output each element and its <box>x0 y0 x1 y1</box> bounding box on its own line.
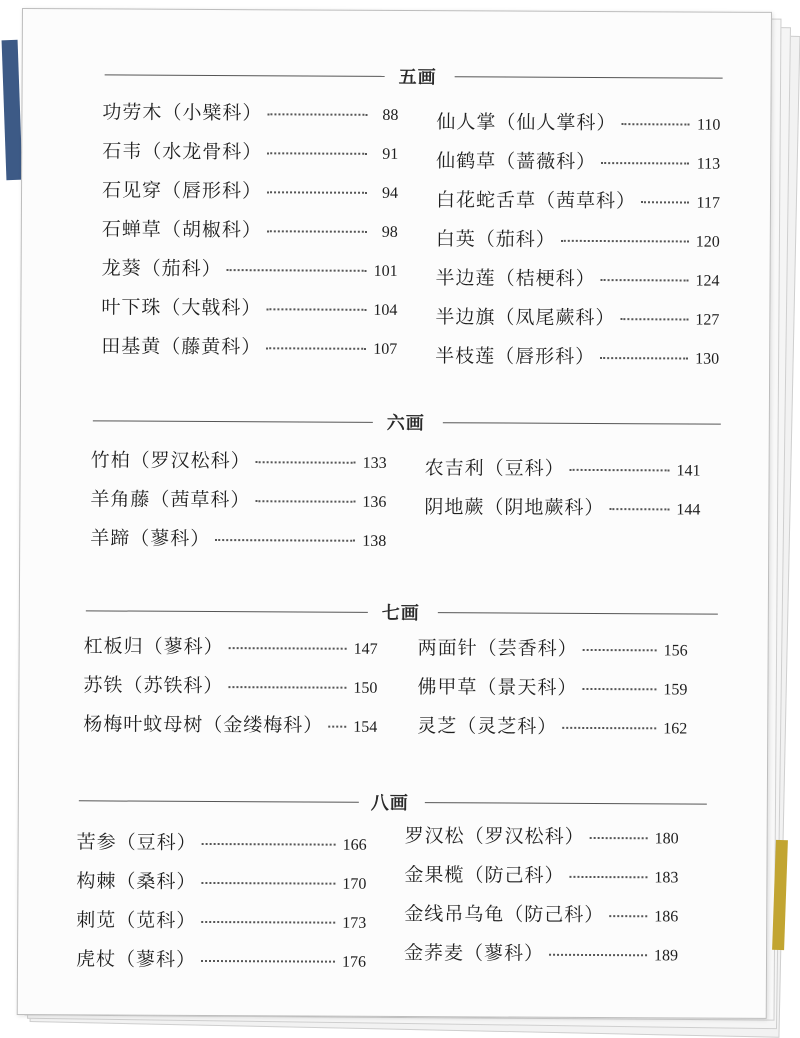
heading-rule-right <box>455 76 723 78</box>
left-column <box>83 631 378 750</box>
heading-rule-left <box>86 610 368 612</box>
heading-rule-right <box>438 612 718 614</box>
section-strokes-7 <box>20 597 768 738</box>
section-title: 八画 <box>370 792 409 815</box>
section-heading <box>19 787 767 819</box>
heading-rule-left <box>79 800 359 802</box>
left-column <box>76 827 367 985</box>
index-entry[interactable]: 苏铁 （苏铁科） 150 <box>83 674 378 698</box>
index-entry[interactable]: 叶下珠 （大戟科） 104 <box>101 296 398 320</box>
index-entry[interactable]: 白花蛇舌草 （茜草科） 117 <box>435 189 721 213</box>
index-entry[interactable]: 金果榄 （防己科） 183 <box>404 864 679 887</box>
index-entry[interactable]: 龙葵 （茄科） 101 <box>101 257 398 281</box>
index-entry[interactable]: 白英 （茄科） 120 <box>435 228 720 251</box>
heading-rule-right <box>443 422 721 424</box>
index-entry[interactable]: 石蝉草 （胡椒科） 98 <box>101 218 398 242</box>
section-title: 六画 <box>386 412 425 435</box>
index-entry[interactable]: 杠板归 （蓼科） 147 <box>83 635 378 659</box>
heading-rule-left <box>93 420 373 422</box>
left-column <box>101 97 398 372</box>
index-entry[interactable]: 构棘 （桑科） 170 <box>76 870 367 893</box>
right-column <box>417 633 688 751</box>
index-entry[interactable]: 阴地蕨 （阴地蕨科） 144 <box>424 496 701 520</box>
index-entry[interactable]: 苦参 （豆科） 166 <box>76 831 367 854</box>
left-column <box>90 445 387 564</box>
section-strokes-6 <box>21 407 769 550</box>
book-cover-edge <box>772 840 788 950</box>
index-entry[interactable]: 羊蹄 （蓼科） 138 <box>90 527 387 550</box>
section-strokes-8 <box>19 787 767 971</box>
index-entry[interactable]: 金线吊乌龟 （防己科） 186 <box>404 903 679 927</box>
index-entry[interactable]: 石见穿 （唇形科） 94 <box>101 179 399 203</box>
section-title: 七画 <box>381 602 420 625</box>
heading-rule-left <box>105 74 385 76</box>
index-entry[interactable]: 刺苋 （苋科） 173 <box>76 909 367 932</box>
section-title: 五画 <box>398 66 437 89</box>
index-entry[interactable]: 灵芝 （灵芝科） 162 <box>417 715 688 738</box>
section-heading <box>20 597 768 629</box>
index-entry[interactable]: 竹柏 （罗汉松科） 133 <box>90 449 387 473</box>
right-column <box>404 821 679 978</box>
index-entry[interactable]: 农吉利 （豆科） 141 <box>424 457 701 480</box>
index-entry[interactable]: 石韦 （水龙骨科） 91 <box>102 140 399 164</box>
index-entry[interactable]: 仙人掌 （仙人掌科） 110 <box>436 111 721 135</box>
index-entry[interactable]: 佛甲草 （景天科） 159 <box>417 676 688 699</box>
index-entry[interactable]: 两面针 （芸香科） 156 <box>417 637 688 660</box>
index-entry[interactable]: 羊角藤 （茜草科） 136 <box>90 488 387 512</box>
heading-rule-right <box>425 802 707 804</box>
index-entry[interactable]: 半边莲 （桔梗科） 124 <box>435 267 720 291</box>
section-heading <box>23 61 771 93</box>
index-entry[interactable]: 半枝莲 （唇形科） 130 <box>435 345 720 369</box>
section-strokes-5 <box>23 61 771 369</box>
index-entry[interactable]: 半边旗 （凤尾蕨科） 127 <box>435 306 720 330</box>
index-entry[interactable]: 田基黄 （藤黄科） 107 <box>101 335 398 359</box>
index-entry[interactable]: 罗汉松 （罗汉松科） 180 <box>404 825 679 848</box>
index-page <box>17 8 772 1019</box>
section-heading <box>21 407 769 439</box>
index-entry[interactable]: 杨梅叶蚊母树 （金缕梅科） 154 <box>83 713 378 737</box>
right-column <box>424 453 700 532</box>
right-column <box>435 107 720 381</box>
index-entry[interactable]: 仙鹤草 （蔷薇科） 113 <box>436 150 721 174</box>
index-entry[interactable]: 金荞麦 （蓼科） 189 <box>403 942 679 965</box>
book-cover-edge <box>2 40 23 180</box>
index-entry[interactable]: 虎杖 （蓼科） 176 <box>75 948 367 971</box>
index-entry[interactable]: 功劳木 （小檗科） 88 <box>102 101 399 125</box>
